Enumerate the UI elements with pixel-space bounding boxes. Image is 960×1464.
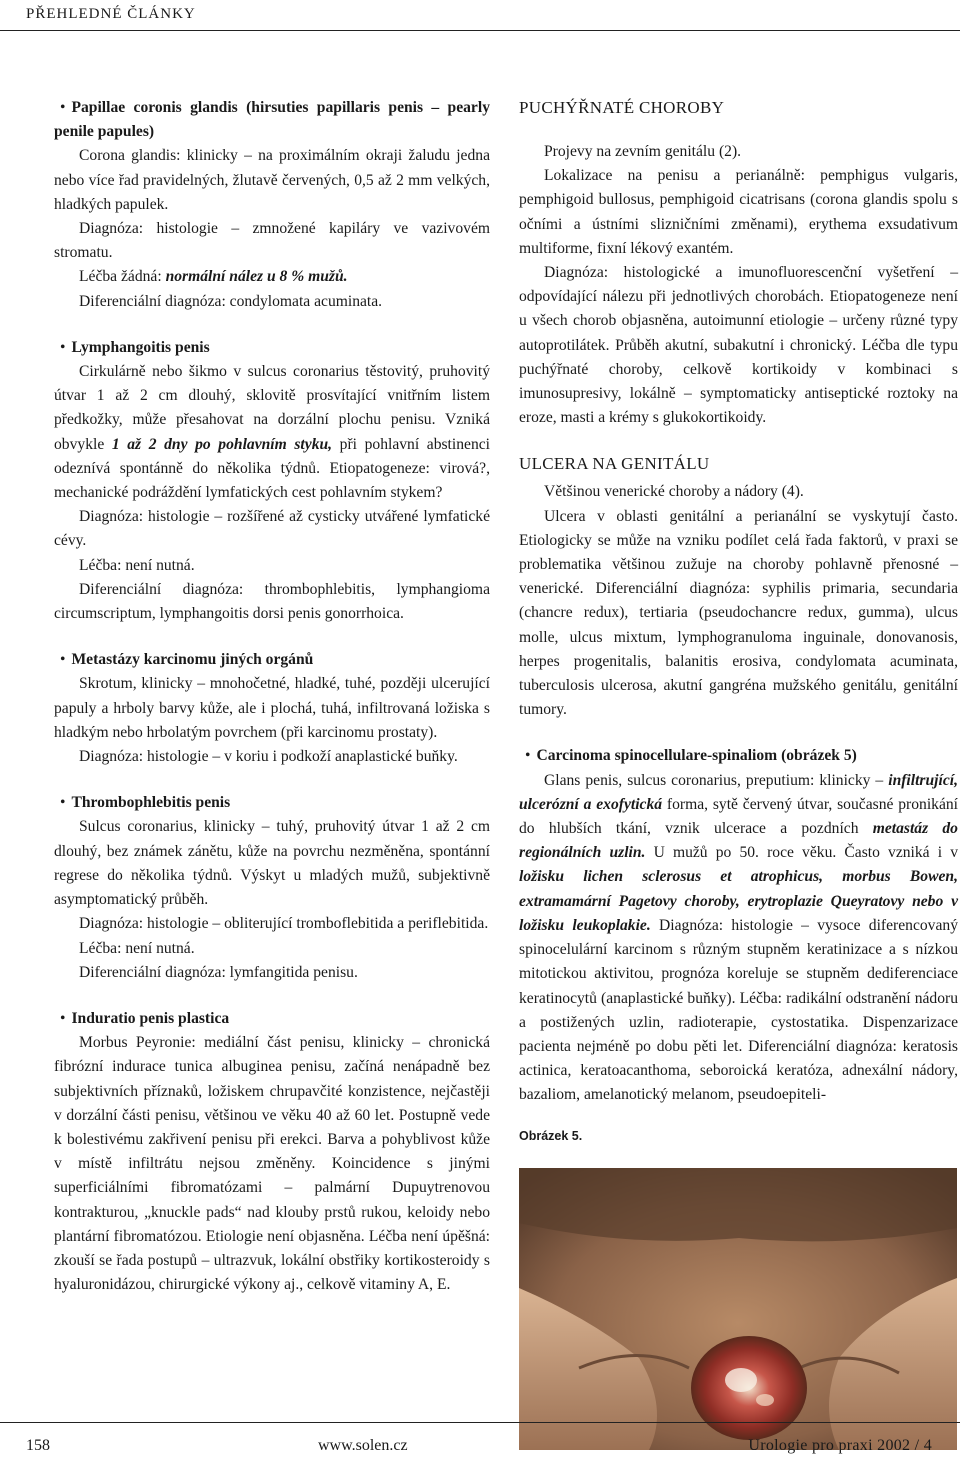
body-paragraph: Diferenciální diagnóza: thrombophlebitis, lymphangioma circumscriptum, lymphangoitis dorsi penis gonorrhoica. — [54, 580, 490, 623]
section — [54, 648, 490, 769]
section-title — [54, 1007, 490, 1031]
section-title — [54, 336, 490, 360]
bullet-icon: • — [525, 747, 531, 765]
journal-issue: Urologie pro praxi 2002 / 4 — [748, 1437, 932, 1454]
heading-puchyrnate-choroby: PUCHÝŘNATÉ CHOROBY — [519, 98, 725, 117]
section-title — [54, 648, 490, 672]
body-paragraph: Glans penis, sulcus coronarius, preputium: klinicky – infiltrující, ulcerózní a exofytická forma, sytě červený útvar, současné pronikání do hlubších tkání, vznik ulcerace a pozdních metastáz do regionálních uzlin. U mužů po 50. roce věku. Často vzniká i v ložisku lichen sclerosus et atrophicus, morbus Bowen, extramamární Pagetovy choroby, erytroplazie Queyratovy nebo v ložisku leukoplakie. Diagnóza: histologie – vysoce diferencovaný spinocelulární karcinom s různým stupněm keratinizace a s nízkou mitotickou aktivitou, prognóza koreluje se stupněm dediferenciace keratinocytů (anaplastické buňky). Léčba: radikální odstranění nádoru a postižených uzlin, radioterapie, cystostatika. Dispenzarizace pacienta nejméně po dobu pěti let. Diferenciální diagnóza: keratosis actinica, keratoacanthoma, seboroická keratóza, adnexální nádory, bazaliom, amelanotický melanom, pseudoepiteli- — [519, 771, 959, 1104]
body-paragraph: Diferenciální diagnóza: condylomata acuminata. — [79, 292, 383, 310]
bullet-icon: • — [60, 338, 66, 356]
section — [54, 96, 490, 314]
body-paragraph: Ulcera v oblasti genitální a perianální se vyskytují často. Etiologicky se může na vzniku podílet celá řada faktorů, v praxi se problematika většinou zužuje na choroby pohlavně přenosné – venerické. Diferenciální diagnóza: syphilis primaria, secundaria (chancre redux), tertiaria (pseudochancre redux, gumma), ulcus molle, ulcus mixtum, lymphogranuloma inguinale, donovanosis, herpes progenitalis, balanitis erosiva, condylomata acuminata, tuberculosis ulcerosa, akutní gangréna mužského genitálu, genitální tumory. — [519, 507, 958, 719]
body-paragraph: Diagnóza: histologické a imunofluorescenční vyšetření – odpovídající nálezu při jednotlivých chorobách. Etiopatogeneze není u všech chorob objasněna, autoimunní etiologie – určeny různé typy autoprotilátek. Průběh akutní, subakutní i chronický. Léčba dle typu puchýřnaté choroby, celkově kortikoidy v kombinaci s imunosupresivy, lokálně – symptomaticky antiseptické roztoky na eroze, masti a krémy s glukokortikoidy. — [519, 264, 958, 427]
bullet-icon: • — [60, 1009, 66, 1027]
puchyrnate-choroby-text — [519, 140, 958, 430]
section-carcinoma — [519, 744, 958, 1107]
page-header — [0, 0, 960, 31]
body-paragraph: Morbus Peyronie: mediální část penisu, klinicky – chronická fibrózní indurace tunica albuginea penisu, začíná nenápadně bez subjektivních příznaků, ložiskem chrupavčité konzistence, nejčastěji v dorzální části penisu, většinou ve věku 40 až 60 let. Postupně vede k bolestivému zakřivení penisu při erekci. Barva a pohyblivost kůže v místě infiltrátu nejsou změněny. Koincidence s jinými superficiálními fibromatózami – palmární Dupuytrenovou kontrakturou, „knuckle pads“ nad klouby prstů rukou, keloidy nebo plantární fibromatózou. Etiologie není objasněna. Léčba není úpěšná: zkouší se řada postupů – ultrazvuk, lokální obstřiky kortikosteroidy s hyaluronidázou, chirurgické výkony aj., celkově vitaminy A, E. — [54, 1034, 490, 1294]
page-footer — [0, 1422, 960, 1464]
body-paragraph: Cirkulárně nebo šikmo v sulcus coronarius těstovitý, pruhovitý útvar 1 až 2 cm dlouhý, sklovitě prosvítající vnitřním listem předkožky, může přesahovat na dorzální plochu penisu. Vzniká obvykle 1 až 2 dny po pohlavním styku, při pohlavní abstinenci odeznívá spontánně do několika týdnů. Etiopatogeneze: virová?, mechanické podráždění lymfatických cest pohlavním stykem? — [54, 363, 490, 502]
section — [54, 336, 490, 626]
section-title-carcinoma — [519, 744, 958, 768]
section-title-text: Metastázy karcinomu jiných orgánů — [71, 651, 314, 669]
section — [54, 791, 490, 985]
body-paragraph: Lokalizace na penisu a perianálně: pemphigus vulgaris, pemphigoid bullosus, pemphigoid cicatrisans (corona glandis spolu s očními a ústními slizničními změnami), erythema exsudativum multiforme, fixní lékový exantém. — [519, 167, 958, 257]
page-number: 158 — [26, 1437, 50, 1454]
section-title-text: Papillae coronis glandis (hirsuties papillaris penis – pearly penile papules) — [54, 99, 490, 141]
right-column — [519, 96, 958, 1458]
bullet-icon: • — [60, 794, 66, 812]
body-paragraph: Léčba: není nutná. — [79, 939, 195, 957]
body-paragraph: Projevy na zevním genitálu (2). — [544, 143, 742, 160]
carcinoma-text — [519, 769, 958, 1108]
section-title-text: Induratio penis plastica — [71, 1009, 230, 1027]
body-paragraph: Diferenciální diagnóza: lymfangitida penisu. — [79, 963, 358, 981]
body-paragraph: Léčba žádná: normální nález u 8 % mužů. — [79, 268, 348, 286]
heading-ulcera-na-genitalu: ULCERA NA GENITÁLU — [519, 454, 710, 474]
body-paragraph: Léčba: není nutná. — [79, 556, 195, 574]
section-title — [54, 791, 490, 815]
body-paragraph: Většinou venerické choroby a nádory (4). — [544, 483, 804, 501]
section-title-text: Thrombophlebitis penis — [71, 794, 231, 812]
body-paragraph: Corona glandis: klinicky – na proximálním okraji žaludu jedna nebo více řad pravidelných, žlutavě červených, 0,5 až 2 mm velkých, hladkých papulek. — [54, 147, 490, 213]
body-paragraph: Sulcus coronarius, klinicky – tuhý, pruhovitý útvar 1 až 2 cm dlouhý, bez známek zánětu, kůže na povrchu nezměněna, spontánní regrese do několika týdnů. Výskyt u mladých mužů, subjektivně asymptomatický průběh. — [54, 818, 490, 909]
body-paragraph: Diagnóza: histologie – rozšířené až cysticky utvářené lymfatické cévy. — [54, 508, 490, 550]
body-paragraph: Diagnóza: histologie – zmnožené kapiláry ve vazivovém stromatu. — [54, 220, 490, 262]
body-paragraph: Diagnóza: histologie – obliterující tromboflebitida a periflebitida. — [79, 915, 489, 933]
body-paragraph: Skrotum, klinicky – mnohočetné, hladké, tuhé, později ulcerující papuly a hrboly barvy kůže, ale i plochá, tuhá, infiltrovaná ložiska s hladkým nebo hrbolatým povrchem (při karcinomu prostaty). — [54, 675, 490, 741]
section — [54, 1007, 490, 1297]
ulcera-text — [519, 480, 958, 722]
body-paragraph: Diagnóza: histologie – v koriu i podkoží anaplastické buňky. — [79, 748, 458, 766]
bullet-icon: • — [60, 99, 66, 116]
section-title-text: Lymphangoitis penis — [71, 338, 210, 356]
section-label: PŘEHLEDNÉ ČLÁNKY — [26, 6, 196, 22]
section-title — [54, 96, 490, 144]
carcinoma-title-text: Carcinoma spinocellulare-spinaliom (obrázek 5) — [536, 747, 857, 765]
left-column — [54, 96, 490, 1297]
website-link[interactable]: www.solen.cz — [318, 1437, 408, 1454]
figure-5-photo — [519, 1168, 957, 1450]
figure-caption: Obrázek 5. — [519, 1128, 583, 1143]
bullet-icon: • — [60, 651, 66, 669]
